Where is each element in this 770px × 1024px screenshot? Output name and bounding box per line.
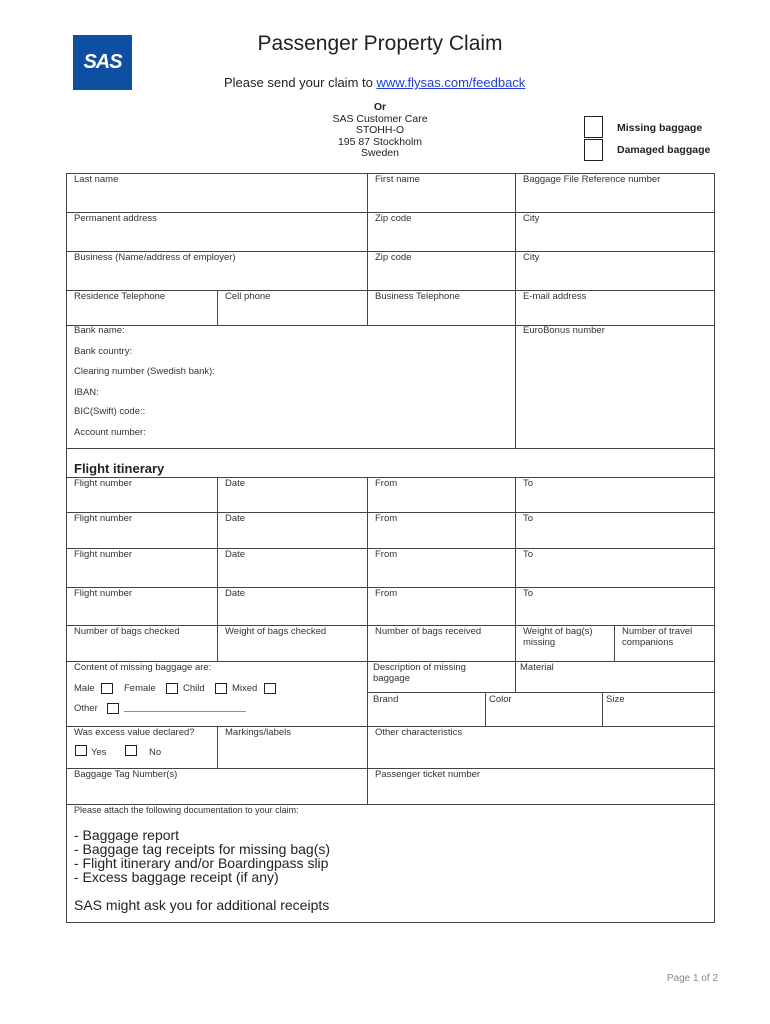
yes-checkbox[interactable]	[75, 745, 87, 756]
material-field[interactable]: Material	[520, 662, 554, 673]
divider	[217, 726, 218, 768]
residence-telephone-field[interactable]: Residence Telephone	[74, 291, 166, 302]
weight-missing-line1: Weight of bag(s)	[523, 626, 593, 637]
itinerary-heading: Flight itinerary	[74, 461, 165, 476]
other-characteristics-field[interactable]: Other characteristics	[375, 727, 463, 738]
attach-intro: Please attach the following documentation to your claim:	[74, 805, 299, 815]
to-field[interactable]: To	[523, 478, 534, 489]
weight-checked-field[interactable]: Weight of bags checked	[225, 626, 327, 637]
companions-line2: companions	[622, 637, 674, 648]
attach-item: - Baggage tag receipts for missing bag(s)	[74, 841, 331, 857]
account-number-field[interactable]: Account number:	[74, 427, 146, 438]
date-field[interactable]: Date	[225, 588, 246, 599]
address-line: Sweden	[361, 147, 399, 159]
first-name-field[interactable]: First name	[375, 174, 420, 185]
brand-field[interactable]: Brand	[373, 694, 399, 705]
divider	[217, 477, 218, 661]
flight-number-field[interactable]: Flight number	[74, 513, 133, 524]
divider	[367, 661, 368, 726]
damaged-baggage-checkbox[interactable]	[584, 139, 603, 161]
from-field[interactable]: From	[375, 478, 398, 489]
last-name-field[interactable]: Last name	[74, 174, 119, 185]
companions-field[interactable]	[622, 626, 692, 648]
bic-field[interactable]: BIC(Swift) code::	[74, 406, 146, 417]
description-field[interactable]	[373, 662, 466, 684]
address-line: SAS Customer Care	[332, 112, 428, 125]
other-label: Other	[74, 703, 98, 714]
clearing-number-field[interactable]: Clearing number (Swedish bank):	[74, 366, 215, 377]
eurobonus-field[interactable]: EuroBonus number	[523, 325, 605, 336]
divider	[367, 173, 368, 326]
address-line: 195 87 Stockholm	[337, 135, 423, 148]
attach-item: - Excess baggage receipt (if any)	[74, 869, 279, 885]
send-prefix: Please send your claim to	[224, 75, 377, 90]
attach-item: - Baggage report	[74, 827, 180, 843]
divider	[515, 661, 516, 692]
business-zip-field[interactable]: Zip code	[375, 252, 412, 263]
city-field[interactable]: City	[523, 213, 540, 224]
male-label: Male	[74, 683, 95, 694]
content-label: Content of missing baggage are:	[74, 662, 212, 673]
bags-received-field[interactable]: Number of bags received	[375, 626, 482, 637]
business-field[interactable]: Business (Name/address of employer)	[74, 252, 236, 263]
attach-note: SAS might ask you for additional receipts	[74, 897, 330, 913]
date-field[interactable]: Date	[225, 513, 246, 524]
child-checkbox[interactable]	[215, 683, 227, 694]
feedback-link[interactable]: www.flysas.com/feedback	[376, 75, 526, 90]
bank-country-field[interactable]: Bank country:	[74, 346, 133, 357]
damaged-baggage-label: Damaged baggage	[617, 144, 711, 156]
to-field[interactable]: To	[523, 588, 534, 599]
weight-missing-line2: missing	[523, 637, 556, 648]
attach-item: - Flight itinerary and/or Boardingpass slip	[74, 855, 329, 871]
companions-line1: Number of travel	[622, 626, 693, 637]
description-line2: baggage	[373, 673, 410, 684]
business-telephone-field[interactable]: Business Telephone	[375, 291, 460, 302]
divider	[367, 477, 368, 661]
female-label: Female	[124, 683, 156, 694]
missing-baggage-label: Missing baggage	[617, 122, 703, 134]
male-checkbox[interactable]	[101, 683, 113, 694]
address-line: STOHH-O	[355, 124, 405, 136]
rule	[367, 692, 715, 693]
no-label: No	[149, 747, 162, 758]
sas-logo: SAS	[73, 35, 132, 90]
no-checkbox[interactable]	[125, 745, 137, 756]
mixed-checkbox[interactable]	[264, 683, 276, 694]
divider	[367, 726, 368, 804]
child-label: Child	[183, 683, 205, 694]
email-field[interactable]: E-mail address	[523, 291, 587, 302]
description-line1: Description of missing	[373, 662, 466, 673]
date-field[interactable]: Date	[225, 478, 246, 489]
rule	[66, 448, 715, 449]
zip-code-field[interactable]: Zip code	[375, 213, 412, 224]
iban-field[interactable]: IBAN:	[74, 387, 99, 398]
flight-number-field[interactable]: Flight number	[74, 588, 133, 599]
female-checkbox[interactable]	[166, 683, 178, 694]
to-field[interactable]: To	[523, 513, 534, 524]
from-field[interactable]: From	[375, 549, 398, 560]
divider	[515, 477, 516, 661]
flight-number-field[interactable]: Flight number	[74, 549, 133, 560]
from-field[interactable]: From	[375, 513, 398, 524]
size-field[interactable]: Size	[606, 694, 625, 705]
page-title: Passenger Property Claim	[257, 32, 503, 55]
divider	[614, 625, 615, 661]
mailing-address	[310, 102, 450, 160]
divider	[485, 692, 486, 726]
attach-list	[74, 828, 330, 884]
address-or: Or	[373, 101, 387, 113]
color-field[interactable]: Color	[489, 694, 512, 705]
other-checkbox[interactable]	[107, 703, 119, 714]
divider	[515, 173, 516, 448]
ticket-number-field[interactable]: Passenger ticket number	[375, 769, 481, 780]
yes-label: Yes	[91, 747, 107, 758]
business-city-field[interactable]: City	[523, 252, 540, 263]
permanent-address-field[interactable]: Permanent address	[74, 213, 157, 224]
from-field[interactable]: From	[375, 588, 398, 599]
divider	[217, 290, 218, 326]
flight-number-field[interactable]: Flight number	[74, 478, 133, 489]
excess-label: Was excess value declared?	[74, 727, 195, 738]
to-field[interactable]: To	[523, 549, 534, 560]
cell-phone-field[interactable]: Cell phone	[225, 291, 271, 302]
page-number: Page 1 of 2	[666, 973, 718, 984]
rule	[66, 325, 715, 326]
send-instruction	[224, 75, 525, 90]
other-input[interactable]: ______________________________	[124, 703, 246, 712]
form-border-bottom	[66, 922, 715, 923]
missing-baggage-checkbox[interactable]	[584, 116, 603, 138]
weight-missing-field[interactable]	[523, 626, 593, 648]
baggage-ref-field[interactable]: Baggage File Reference number	[523, 174, 661, 185]
divider	[602, 692, 603, 726]
mixed-label: Mixed	[232, 683, 258, 694]
baggage-tag-field[interactable]: Baggage Tag Number(s)	[74, 769, 178, 780]
date-field[interactable]: Date	[225, 549, 246, 560]
bags-checked-field[interactable]: Number of bags checked	[74, 626, 180, 637]
markings-field[interactable]: Markings/labels	[225, 727, 291, 738]
bank-name-field[interactable]: Bank name:	[74, 325, 125, 336]
